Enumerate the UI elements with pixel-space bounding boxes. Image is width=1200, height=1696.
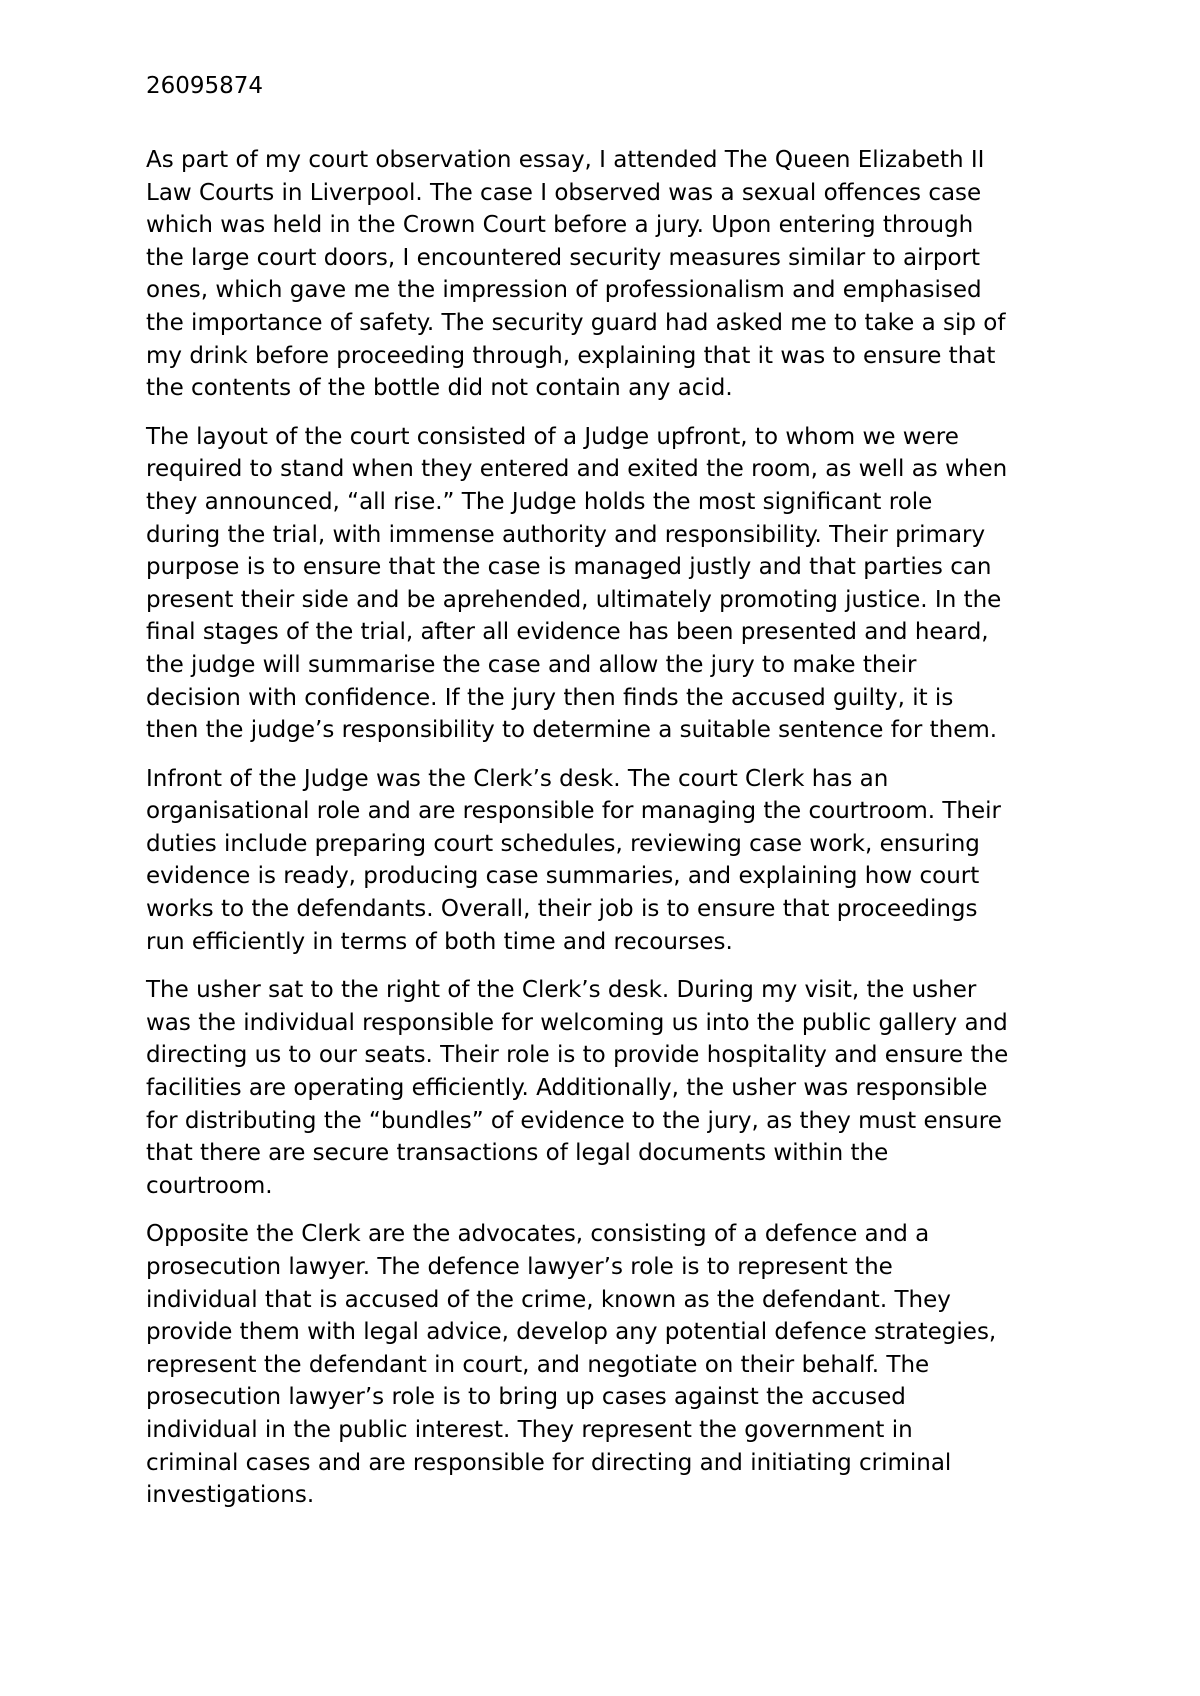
text-line: present their side and be aprehended, ultimately promoting justice. In the bbox=[146, 586, 1002, 613]
text-line: ones, which gave me the impression of professionalism and emphasised bbox=[146, 277, 982, 304]
text-line: investigations. bbox=[146, 1482, 315, 1509]
text-line: facilities are operating efficiently. Additionally, the usher was responsible bbox=[146, 1075, 988, 1102]
text-line: directing us to our seats. Their role is to provide hospitality and ensure the bbox=[146, 1042, 1009, 1069]
text-line: organisational role and are responsible for managing the courtroom. Their bbox=[146, 798, 1001, 825]
text-line: that there are secure transactions of legal documents within the bbox=[146, 1140, 889, 1167]
paragraph-5 bbox=[146, 1218, 1076, 1511]
text-line: Infront of the Judge was the Clerk’s desk. The court Clerk has an bbox=[146, 765, 889, 792]
paragraph-4 bbox=[146, 974, 1076, 1202]
student-id: 26095874 bbox=[146, 73, 264, 99]
text-line: evidence is ready, producing case summaries, and explaining how court bbox=[146, 863, 980, 890]
text-line: the judge will summarise the case and allow the jury to make their bbox=[146, 651, 917, 678]
text-line: As part of my court observation essay, I attended The Queen Elizabeth II bbox=[146, 147, 985, 173]
text-line: courtroom. bbox=[146, 1172, 273, 1199]
essay-body bbox=[146, 144, 1076, 1528]
text-line: final stages of the trial, after all evidence has been presented and heard, bbox=[146, 619, 989, 646]
text-line: represent the defendant in court, and negotiate on their behalf. The bbox=[146, 1351, 930, 1378]
text-line: decision with confidence. If the jury then finds the accused guilty, it is bbox=[146, 684, 954, 711]
text-line: which was held in the Crown Court before a jury. Upon entering through bbox=[146, 212, 974, 239]
text-line: prosecution lawyer. The defence lawyer’s role is to represent the bbox=[146, 1254, 893, 1280]
text-line: run efficiently in terms of both time and recourses. bbox=[146, 928, 733, 955]
text-line: required to stand when they entered and exited the room, as well as when bbox=[146, 456, 1008, 483]
text-line: individual in the public interest. They represent the government in bbox=[146, 1416, 913, 1443]
text-line: The usher sat to the right of the Clerk’s desk. During my visit, the usher bbox=[146, 977, 977, 1004]
text-line: duties include preparing court schedules, reviewing case work, ensuring bbox=[146, 830, 980, 857]
text-line: purpose is to ensure that the case is managed justly and that parties can bbox=[146, 554, 992, 581]
paragraph-2 bbox=[146, 421, 1076, 747]
text-line: prosecution lawyer’s role is to bring up cases against the accused bbox=[146, 1384, 906, 1411]
text-line: the importance of safety. The security guard had asked me to take a sip of bbox=[146, 309, 1006, 336]
text-line: the large court doors, I encountered security measures similar to airport bbox=[146, 244, 981, 271]
text-line: my drink before proceeding through, explaining that it was to ensure that bbox=[146, 342, 996, 369]
text-line: individual that is accused of the crime, known as the defendant. They bbox=[146, 1286, 951, 1313]
text-line: works to the defendants. Overall, their job is to ensure that proceedings bbox=[146, 896, 978, 923]
text-line: Opposite the Clerk are the advocates, consisting of a defence and a bbox=[146, 1221, 930, 1248]
paragraph-3 bbox=[146, 763, 1076, 959]
text-line: provide them with legal advice, develop any potential defence strategies, bbox=[146, 1319, 997, 1346]
text-line: then the judge’s responsibility to determine a suitable sentence for them. bbox=[146, 717, 998, 744]
text-line: was the individual responsible for welcoming us into the public gallery and bbox=[146, 1009, 1008, 1036]
text-line: the contents of the bottle did not contain any acid. bbox=[146, 375, 733, 402]
text-line: criminal cases and are responsible for directing and initiating criminal bbox=[146, 1449, 952, 1476]
text-line: for distributing the “bundles” of evidence to the jury, as they must ensure bbox=[146, 1107, 1002, 1134]
text-line: they announced, “all rise.” The Judge holds the most significant role bbox=[146, 488, 933, 515]
text-line: during the trial, with immense authority and responsibility. Their primary bbox=[146, 521, 986, 548]
paragraph-1 bbox=[146, 144, 1076, 405]
text-line: The layout of the court consisted of a Judge upfront, to whom we were bbox=[146, 423, 959, 450]
text-line: Law Courts in Liverpool. The case I observed was a sexual offences case bbox=[146, 179, 982, 206]
